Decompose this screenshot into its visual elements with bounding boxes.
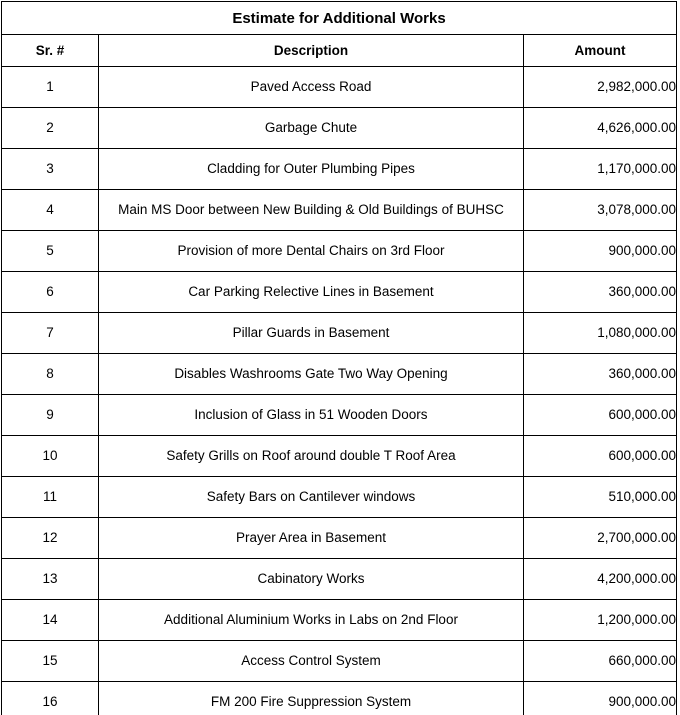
table-row — [2, 395, 677, 436]
estimate-table — [1, 1, 677, 715]
row-sr-cell: 14 — [2, 600, 99, 641]
row-amount-cell: 600,000.00 — [524, 436, 677, 477]
row-amount-cell: 510,000.00 — [524, 477, 677, 518]
table-row — [2, 231, 677, 272]
row-amount-cell: 900,000.00 — [524, 231, 677, 272]
table-row — [2, 354, 677, 395]
row-sr-cell: 11 — [2, 477, 99, 518]
row-description-cell: Main MS Door between New Building & Old Buildings of BUHSC — [99, 190, 524, 231]
header-row — [2, 35, 677, 67]
row-amount-cell: 600,000.00 — [524, 395, 677, 436]
row-description-cell: Provision of more Dental Chairs on 3rd Floor — [99, 231, 524, 272]
row-sr-cell: 5 — [2, 231, 99, 272]
table-title: Estimate for Additional Works — [2, 2, 677, 35]
row-amount-cell: 1,080,000.00 — [524, 313, 677, 354]
row-description-cell: FM 200 Fire Suppression System — [99, 682, 524, 715]
row-description-cell: Paved Access Road — [99, 67, 524, 108]
row-sr-cell: 9 — [2, 395, 99, 436]
table-row — [2, 108, 677, 149]
row-description-cell: Cabinatory Works — [99, 559, 524, 600]
row-amount-cell: 1,200,000.00 — [524, 600, 677, 641]
row-amount-cell: 4,626,000.00 — [524, 108, 677, 149]
row-amount-cell: 360,000.00 — [524, 354, 677, 395]
header-amount: Amount — [524, 35, 677, 67]
row-amount-cell: 900,000.00 — [524, 682, 677, 715]
table-row — [2, 313, 677, 354]
row-sr-cell: 16 — [2, 682, 99, 715]
row-description-cell: Cladding for Outer Plumbing Pipes — [99, 149, 524, 190]
table-body — [2, 67, 677, 715]
row-amount-cell: 1,170,000.00 — [524, 149, 677, 190]
table-row — [2, 272, 677, 313]
table-row — [2, 149, 677, 190]
row-sr-cell: 8 — [2, 354, 99, 395]
table-row — [2, 559, 677, 600]
row-description-cell: Prayer Area in Basement — [99, 518, 524, 559]
row-sr-cell: 7 — [2, 313, 99, 354]
title-row — [2, 2, 677, 35]
table-row — [2, 477, 677, 518]
table-row — [2, 641, 677, 682]
row-amount-cell: 2,700,000.00 — [524, 518, 677, 559]
row-description-cell: Car Parking Relective Lines in Basement — [99, 272, 524, 313]
row-amount-cell: 2,982,000.00 — [524, 67, 677, 108]
row-amount-cell: 3,078,000.00 — [524, 190, 677, 231]
row-description-cell: Pillar Guards in Basement — [99, 313, 524, 354]
row-sr-cell: 4 — [2, 190, 99, 231]
table-row — [2, 600, 677, 641]
row-amount-cell: 660,000.00 — [524, 641, 677, 682]
row-sr-cell: 12 — [2, 518, 99, 559]
row-sr-cell: 15 — [2, 641, 99, 682]
header-sr: Sr. # — [2, 35, 99, 67]
table-row — [2, 436, 677, 477]
table-row — [2, 682, 677, 715]
row-sr-cell: 3 — [2, 149, 99, 190]
row-description-cell: Safety Bars on Cantilever windows — [99, 477, 524, 518]
table-row — [2, 518, 677, 559]
row-amount-cell: 4,200,000.00 — [524, 559, 677, 600]
row-description-cell: Access Control System — [99, 641, 524, 682]
row-sr-cell: 1 — [2, 67, 99, 108]
row-description-cell: Disables Washrooms Gate Two Way Opening — [99, 354, 524, 395]
table-row — [2, 67, 677, 108]
row-description-cell: Inclusion of Glass in 51 Wooden Doors — [99, 395, 524, 436]
table-row — [2, 190, 677, 231]
row-sr-cell: 2 — [2, 108, 99, 149]
row-description-cell: Garbage Chute — [99, 108, 524, 149]
row-sr-cell: 10 — [2, 436, 99, 477]
header-description: Description — [99, 35, 524, 67]
row-sr-cell: 13 — [2, 559, 99, 600]
row-description-cell: Additional Aluminium Works in Labs on 2nd Floor — [99, 600, 524, 641]
row-description-cell: Safety Grills on Roof around double T Roof Area — [99, 436, 524, 477]
row-sr-cell: 6 — [2, 272, 99, 313]
row-amount-cell: 360,000.00 — [524, 272, 677, 313]
